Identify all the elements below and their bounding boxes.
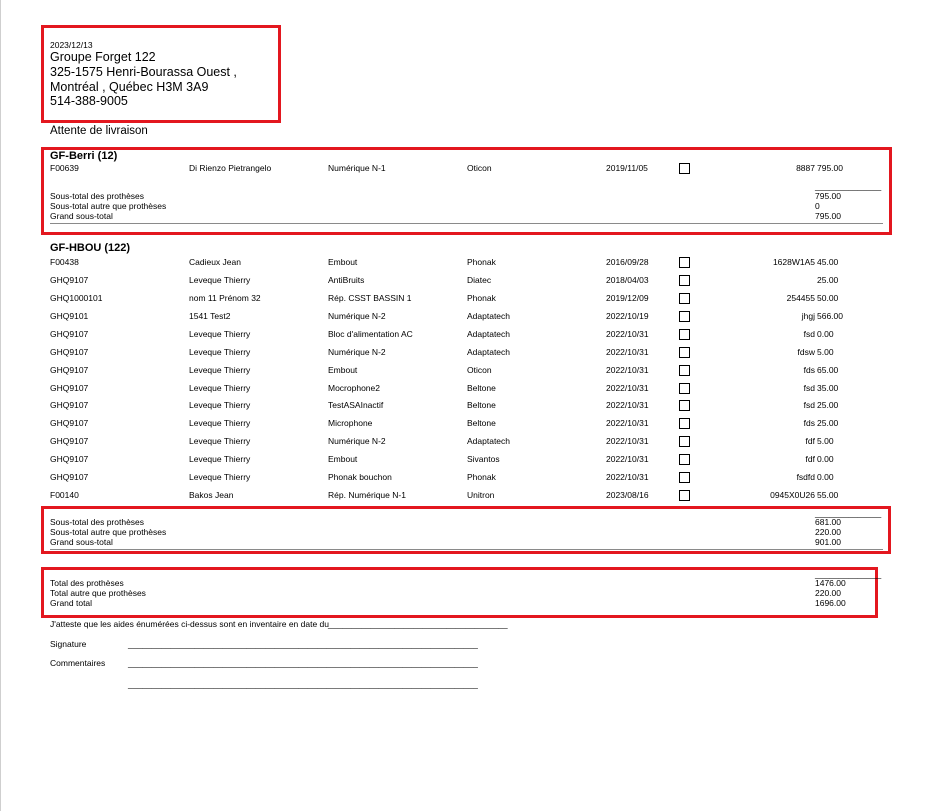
table-row [0,452,935,466]
item-serial: 1628W1A5 [772,257,815,267]
grand-total-value: 1696.00 [815,598,846,608]
attestation-date-line[interactable]: ______________________________________ [328,619,508,629]
item-date: 2022/10/31 [606,365,649,375]
item-code: GHQ9107 [50,347,89,357]
item-code: GHQ9107 [50,329,89,339]
item-description: AntiBruits [328,275,365,285]
item-brand: Adaptatech [467,329,511,339]
item-code: F00140 [50,490,79,500]
group-hbou-subtotal-highlight-box [41,506,891,554]
totals-highlight-box [41,567,878,618]
item-code: F00438 [50,257,79,267]
delivery-checkbox[interactable] [679,383,690,394]
table-row [0,345,935,359]
item-description: Microphone [328,418,373,428]
item-price: 55.00 [817,490,839,500]
address-line-1: 325-1575 Henri-Bourassa Ouest , [50,65,237,79]
subtotal-prostheses-value: 795.00 [815,191,841,201]
item-code: GHQ9107 [50,436,89,446]
item-date: 2019/12/09 [606,293,649,303]
delivery-checkbox[interactable] [679,490,690,501]
item-brand: Beltone [467,400,496,410]
delivery-checkbox[interactable] [679,347,690,358]
client-name: Cadieux Jean [189,257,241,267]
item-brand: Phonak [467,472,496,482]
grand-subtotal-value: 901.00 [815,537,841,547]
item-serial: fdsw [797,347,815,357]
client-name: nom 11 Prénom 32 [189,293,261,303]
item-code: GHQ9107 [50,275,89,285]
item-price: 5.00 [817,436,834,446]
subtotal-other-value: 220.00 [815,527,841,537]
item-brand: Adaptatech [467,347,511,357]
comments-line-2[interactable]: __________________________________________________________________________ [128,679,478,689]
item-date: 2022/10/31 [606,454,649,464]
item-description: Phonak bouchon [328,472,392,482]
total-other-label: Total autre que prothèses [50,588,146,598]
client-name: Leveque Thierry [189,383,251,393]
subtotal-other-value: 0 [815,201,820,211]
item-price: 0.00 [817,472,834,482]
delivery-checkbox[interactable] [679,293,690,304]
phone-number: 514-388-9005 [50,94,128,108]
comments-label: Commentaires [50,658,106,668]
client-name: Leveque Thierry [189,275,251,285]
client-name: Leveque Thierry [189,347,251,357]
table-row [0,470,935,484]
client-name: Leveque Thierry [189,454,251,464]
group-title-hbou: GF-HBOU (122) [50,242,131,254]
total-dash-line: ______________ [815,569,882,579]
item-brand: Adaptatech [467,311,511,321]
total-other-value: 220.00 [815,588,841,598]
item-date: 2019/11/05 [606,163,648,173]
item-description: Rép. CSST BASSIN 1 [328,293,412,303]
client-name: Leveque Thierry [189,400,251,410]
item-date: 2016/09/28 [606,257,649,267]
item-description: Numérique N-2 [328,347,386,357]
grand-total-label: Grand total [50,598,93,608]
item-price: 35.00 [817,383,839,393]
item-serial: fdf [805,454,815,464]
item-serial: fsd [803,383,815,393]
group-title-berri: GF-Berri (12) [50,150,118,162]
delivery-checkbox[interactable] [679,257,690,268]
table-row [0,363,935,377]
item-price: 25.00 [817,418,839,428]
client-name: Leveque Thierry [189,436,251,446]
client-name: 1541 Test2 [189,311,231,321]
client-name: Leveque Thierry [189,472,251,482]
item-price: 25.00 [817,400,839,410]
item-date: 2022/10/31 [606,436,649,446]
item-code: GHQ9107 [50,454,89,464]
client-name: Leveque Thierry [189,418,251,428]
item-serial: fsdfd [796,472,815,482]
item-date: 2023/08/16 [606,490,649,500]
group-divider [50,223,883,224]
subtotal-prostheses-label: Sous-total des prothèses [50,517,145,527]
item-description: Rép. Numérique N-1 [328,490,406,500]
item-serial: 8887 [796,163,815,173]
grand-subtotal-label: Grand sous-total [50,211,113,221]
client-name: Leveque Thierry [189,329,251,339]
item-price: 5.00 [817,347,834,357]
item-code: GHQ1000101 [50,293,103,303]
item-brand: Phonak [467,257,496,267]
item-price: 795.00 [817,163,843,173]
delivery-checkbox[interactable] [679,365,690,376]
item-description: Embout [328,257,358,267]
item-date: 2022/10/31 [606,472,649,482]
item-price: 45.00 [817,257,839,267]
delivery-checkbox[interactable] [679,436,690,447]
table-row [0,381,935,395]
item-description: TestASAInactif [328,400,384,410]
item-brand: Adaptatech [467,436,511,446]
report-title: Attente de livraison [50,125,148,137]
delivery-checkbox[interactable] [679,400,690,411]
delivery-checkbox[interactable] [679,275,690,286]
table-row [0,161,935,175]
item-serial: fdf [805,436,815,446]
item-code: GHQ9107 [50,383,89,393]
item-serial: 0945X0U26 [770,490,815,500]
item-description: Embout [328,454,358,464]
item-description: Numérique N-2 [328,436,386,446]
item-price: 25.00 [817,275,839,285]
item-price: 65.00 [817,365,839,375]
item-date: 2022/10/31 [606,329,649,339]
item-code: F00639 [50,163,79,173]
item-brand: Beltone [467,418,496,428]
table-row [0,273,935,287]
table-row [0,416,935,430]
item-price: 50.00 [817,293,839,303]
report-date: 2023/12/13 [50,40,93,50]
item-code: GHQ9107 [50,472,89,482]
item-description: Embout [328,365,358,375]
table-row [0,291,935,305]
item-serial: 254455 [786,293,815,303]
item-code: GHQ9107 [50,418,89,428]
subtotal-dash-line: ______________ [815,508,882,518]
client-name: Bakos Jean [189,490,234,500]
grand-subtotal-value: 795.00 [815,211,841,221]
delivery-checkbox[interactable] [679,163,690,174]
comments-line-1[interactable]: __________________________________________________________________________ [128,658,478,668]
item-description: Bloc d'alimentation AC [328,329,413,339]
item-serial: fsd [803,329,815,339]
item-description: Numérique N-2 [328,311,386,321]
item-price: 566.00 [817,311,843,321]
item-date: 2022/10/31 [606,400,649,410]
subtotal-prostheses-value: 681.00 [815,517,841,527]
grand-subtotal-label: Grand sous-total [50,537,113,547]
client-name: Leveque Thierry [189,365,251,375]
item-brand: Phonak [467,293,496,303]
table-row [0,488,935,502]
item-brand: Oticon [467,163,492,173]
item-brand: Diatec [467,275,492,285]
item-date: 2022/10/31 [606,383,649,393]
table-row [0,434,935,448]
item-date: 2022/10/31 [606,347,649,357]
signature-line[interactable]: __________________________________________________________________________ [128,639,478,649]
item-serial: fds [803,418,815,428]
item-description: Numérique N-1 [328,163,386,173]
subtotal-other-label: Sous-total autre que prothèses [50,527,167,537]
address-line-2: Montréal , Québec H3M 3A9 [50,80,209,94]
item-date: 2018/04/03 [606,275,649,285]
group-divider [50,549,883,550]
item-code: GHQ9101 [50,311,89,321]
item-description: Mocrophone2 [328,383,380,393]
item-brand: Unitron [467,490,495,500]
item-brand: Oticon [467,365,492,375]
total-prostheses-value: 1476.00 [815,578,846,588]
delivery-checkbox[interactable] [679,329,690,340]
subtotal-other-label: Sous-total autre que prothèses [50,201,167,211]
item-serial: fds [803,365,815,375]
subtotal-prostheses-label: Sous-total des prothèses [50,191,145,201]
delivery-checkbox[interactable] [679,454,690,465]
item-price: 0.00 [817,454,834,464]
item-date: 2022/10/31 [606,418,649,428]
signature-label: Signature [50,639,87,649]
item-code: GHQ9107 [50,400,89,410]
table-row [0,255,935,269]
subtotal-dash-line: ______________ [815,181,882,191]
table-row [0,309,935,323]
client-name: Di Rienzo Pietrangelo [189,163,272,173]
table-row [0,327,935,341]
table-row [0,398,935,412]
item-price: 0.00 [817,329,834,339]
item-date: 2022/10/19 [606,311,649,321]
item-serial: jhgj [801,311,815,321]
item-serial: fsd [803,400,815,410]
delivery-checkbox[interactable] [679,418,690,429]
item-brand: Sivantos [467,454,500,464]
delivery-checkbox[interactable] [679,472,690,483]
delivery-checkbox[interactable] [679,311,690,322]
total-prostheses-label: Total des prothèses [50,578,124,588]
company-name: Groupe Forget 122 [50,50,156,64]
item-code: GHQ9107 [50,365,89,375]
item-brand: Beltone [467,383,496,393]
attestation-text: J'atteste que les aides énumérées ci-dessus sont en inventaire en date du [50,619,329,629]
